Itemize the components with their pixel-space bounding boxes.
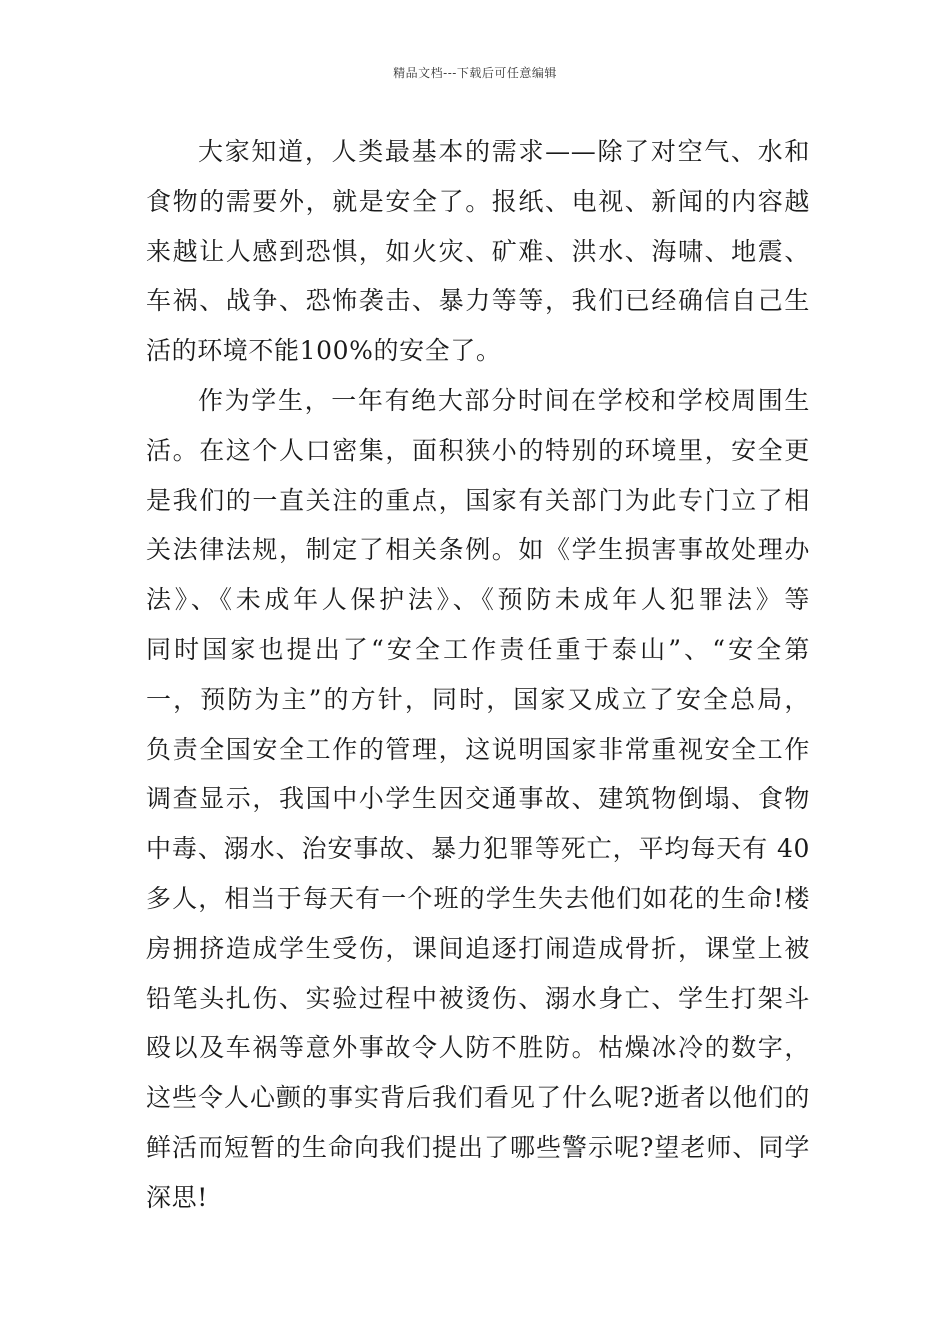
text-line: 调查显示，我国中小学生因交通事故、建筑物倒塌、食物 <box>146 784 810 814</box>
text-line: 殴以及车祸等意外事故令人防不胜防。枯燥冰冷的数字， <box>146 1033 810 1063</box>
text-line: 这些令人心颤的事实背后我们看见了什么呢?逝者以他们的 <box>146 1083 810 1113</box>
text-line: 作为学生，一年有绝大部分时间在学校和学校周围生 <box>198 385 810 415</box>
text-line: 房拥挤造成学生受伤，课间追逐打闹造成骨折，课堂上被 <box>146 933 810 963</box>
text-line: 鲜活而短暂的生命向我们提出了哪些警示呢?望老师、同学 <box>146 1132 810 1162</box>
text-line: 关法律法规，制定了相关条例。如《学生损害事故处理办 <box>146 535 810 565</box>
text-line: 铅笔头扎伤、实验过程中被烫伤、溺水身亡、学生打架斗 <box>146 983 810 1013</box>
text-line: 食物的需要外，就是安全了。报纸、电视、新闻的内容越 <box>146 186 810 216</box>
page-header: 精品文档---下载后可任意编辑 <box>393 66 557 80</box>
text-line: 车祸、战争、恐怖袭击、暴力等等，我们已经确信自己生 <box>146 286 810 316</box>
text-line: 法》、《未成年人保护法》、《预防未成年人犯罪法》等 <box>146 585 810 615</box>
text-line: 中毒、溺水、治安事故、暴力犯罪等死亡，平均每天有 40 <box>146 834 810 864</box>
text-line: 活。在这个人口密集，面积狭小的特别的环境里，安全更 <box>146 435 810 465</box>
text-line: 来越让人感到恐惧，如火灾、矿难、洪水、海啸、地震、 <box>146 236 810 266</box>
text-line: 多人，相当于每天有一个班的学生失去他们如花的生命!楼 <box>146 883 810 913</box>
text-line: 负责全国安全工作的管理，这说明国家非常重视安全工作 <box>146 734 810 764</box>
document-body <box>146 127 810 1223</box>
text-line: 深思! <box>146 1182 208 1212</box>
text-line: 一，预防为主”的方针，同时，国家又成立了安全总局， <box>146 684 810 714</box>
text-line: 大家知道，人类最基本的需求——除了对空气、水和 <box>198 137 810 166</box>
text-line: 是我们的一直关注的重点，国家有关部门为此专门立了相 <box>146 485 810 515</box>
text-line: 同时国家也提出了“安全工作责任重于泰山”、“安全第 <box>146 634 810 664</box>
text-line: 活的环境不能100%的安全了。 <box>146 336 502 366</box>
